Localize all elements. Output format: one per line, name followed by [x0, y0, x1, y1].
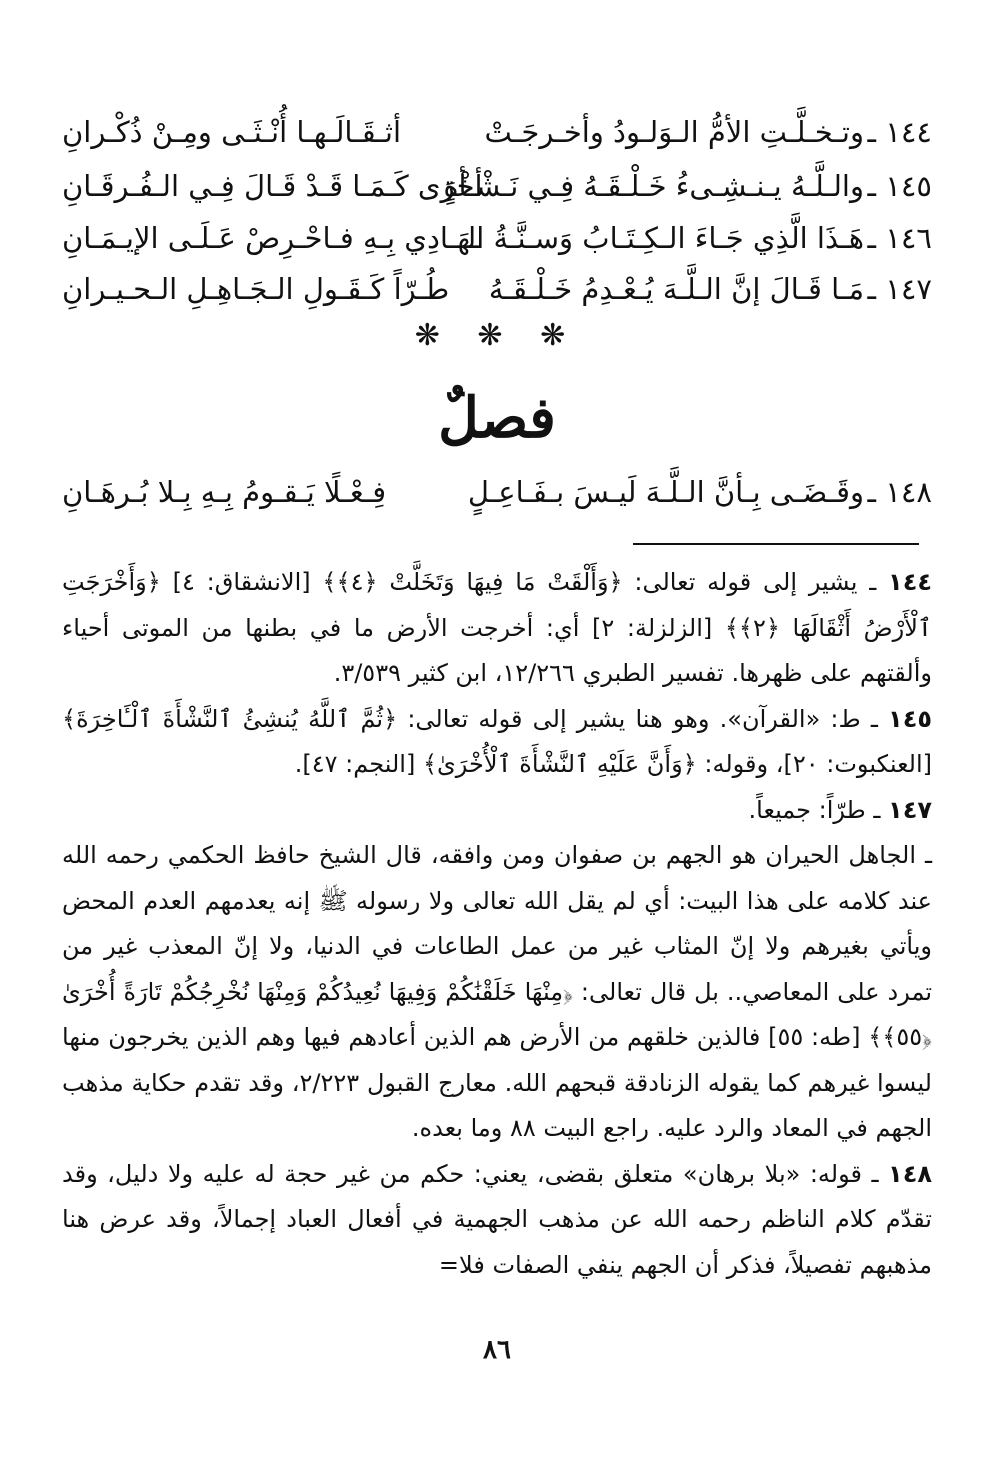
- verse-number: ١٤٤: [885, 115, 932, 149]
- verse-number-wrap: [868, 263, 932, 315]
- verse-number-wrap: [868, 160, 932, 212]
- verse-dash: ـ: [867, 475, 886, 509]
- footnote: ١٤٥ ـ ط: «القرآن». وهو هنا يشير إلى قوله تعالى: ﴿ثُمَّ ٱللَّهُ يُنشِئُ ٱلنَّشْأَةَ ٱلْـَٔاخِرَةَ﴾ [العنكبوت: ٢٠]، وقوله: ﴿وَأَنَّ عَلَيْهِ ٱلنَّشْأَةَ ٱلْأُخْرَىٰ﴾ [النجم: ٤٧].: [62, 704, 932, 778]
- footnote-continuation: [62, 833, 932, 1152]
- footnote-divider: [633, 543, 919, 545]
- footnote-text: يشير إلى قوله تعالى: ﴿وَأَلْقَتْ مَا فِيهَا وَتَخَلَّتْ ﴿٤﴾﴾ [الانشقاق: ٤] ﴿وَأَخْرَجَتِ ٱلْأَرْضُ أَثْقَالَهَا ﴿٢﴾﴾ [الزلزلة: ٢] أي: أخرجت الأرض ما في بطنها من الموتى أحياء وألقتهم على ظهرها. تفسير الطبري ١٢/٢٦٦، ابن كثير ٣/٥٣٩.: [62, 568, 932, 687]
- verse-number: ١٤٥: [885, 169, 932, 203]
- verse-number: ١٤٧: [885, 272, 932, 306]
- section-separator: ❋ ❋ ❋: [414, 318, 580, 353]
- verse-number-wrap: [868, 212, 932, 264]
- verse-first-hemistich: هَـذَا الَّذِي جَـاءَ الـكِـتَـابُ وَسـنَّـةُ الـ: [458, 221, 864, 255]
- verse-line: [62, 466, 932, 518]
- verse-first-hemistich: وقَـضَـى بِـأنَّ الـلَّـهَ لَيـسَ بـفَـاعِـلٍ: [467, 475, 864, 509]
- verse-first-hemistich: والـلَّـهُ يـنـشِـىءُ خَـلْـقَـهُ فِـي نَـشْـأةٍ: [443, 169, 864, 203]
- footnote-number: ١٤٤: [888, 568, 932, 596]
- footnote-text: قوله: «بلا برهان» متعلق بقضى، يعني: حكم من غير حجة له عليه ولا دليل، وقد تقدّم كلام الناظم رحمه الله عن مذهب الجهمية في أفعال العباد إجمالاً، وقد عرض هنا مذهبهم تفصيلاً، فذكر أن الجهم ينفي الصفات فلا=: [62, 1159, 932, 1279]
- verse-second-hemistich: أخْرَى كَـمَـا قَـدْ قَـالَ فِـي الـفُـرقَـانِ: [62, 169, 483, 203]
- verse-dash: ـ: [867, 272, 886, 306]
- page-number: ٨٦: [483, 1335, 511, 1365]
- verse-second-hemistich: أثـقَـالَـهـا أُنْـثَـى ومِـنْ ذُكْـرانِ: [62, 115, 402, 149]
- footnote-number: ١٤٨: [888, 1159, 932, 1188]
- verse-second-hemistich: ـهَـادِي بِـهِ فـاحْـرِصْ عَـلَـى الإيـمَـانِ: [62, 221, 480, 255]
- verse-number: ١٤٨: [885, 475, 932, 509]
- verse-number-wrap: [868, 106, 932, 158]
- verse-dash: ـ: [867, 221, 886, 255]
- verse-line: [62, 106, 932, 158]
- verse-dash: ـ: [867, 169, 886, 203]
- verse-dash: ـ: [867, 115, 886, 149]
- footnote: ١٤٧ ـ طرّاً: جميعاً.: [748, 795, 932, 824]
- footnote-text: ـ الجاهل الحيران هو الجهم بن صفوان ومن وافقه، قال الشيخ حافظ الحكمي رحمه الله عند كلامه على هذا البيت: أي لم يقل الله تعالى ولا رسوله ﷺ إنه يعدمهم العدم المحض ويأتي بغيرهم ولا إنّ المثاب غير من عمل الطاعات في الدنيا، ولا إنّ المعذب غير من تمرد على المعاصي.. بل قال تعالى: ﴿مِنْهَا خَلَقْنَٰكُمْ وَفِيهَا نُعِيدُكُمْ وَمِنْهَا نُخْرِجُكُمْ تَارَةً أُخْرَىٰ ﴿٥٥﴾﴾ [طه: ٥٥] فالذين خلقهم من الأرض هم الذين أعادهم فيها وهم الذين يخرجون منها ليسوا غيرهم كما يقوله الزنادقة قبحهم الله. معارج القبول ٢/٢٢٣، وقد تقدم حكاية مذهب الجهم في المعاد والرد عليه. راجع البيت ٨٨ وما بعده.: [62, 841, 932, 1142]
- footnote-number: ١٤٧: [888, 795, 932, 824]
- verse-second-hemistich: طُـرّاً كَـقَـولِ الـجَـاهِـلِ الـحـيـرانِ: [62, 272, 450, 306]
- footnotes: [62, 560, 932, 1288]
- verse-second-hemistich: فِـعْـلًا يَـقـومُ بِـهِ بِـلا بُـرهَـانِ: [62, 475, 387, 509]
- verse-line: [62, 160, 932, 212]
- footnote: ١٤٨ ـ قوله: «بلا برهان» متعلق بقضى، يعني: حكم من غير حجة له عليه ولا دليل، وقد تقدّم كلام الناظم رحمه الله عن مذهب الجهمية في أفعال العباد إجمالاً، وقد عرض هنا مذهبهم تفصيلاً، فذكر أن الجهم ينفي الصفات فلا=: [62, 1159, 932, 1279]
- section-title: فصلٌ: [438, 385, 556, 451]
- verse-number-wrap: [868, 466, 932, 518]
- verse-first-hemistich: وتـخـلَّـتِ الأمُّ الـوَلـودُ وأخـرجَـتْ: [484, 115, 864, 149]
- footnote-number: ١٤٥: [888, 704, 932, 733]
- footnote-text: ط: «القرآن». وهو هنا يشير إلى قوله تعالى: ﴿ثُمَّ ٱللَّهُ يُنشِئُ ٱلنَّشْأَةَ ٱلْـَٔاخِرَةَ﴾ [العنكبوت: ٢٠]، وقوله: ﴿وَأَنَّ عَلَيْهِ ٱلنَّشْأَةَ ٱلْأُخْرَىٰ﴾ [النجم: ٤٧].: [62, 704, 932, 778]
- footnote-text: طرّاً: جميعاً.: [748, 795, 866, 824]
- footnote: ١٤٤ ـ يشير إلى قوله تعالى: ﴿وَأَلْقَتْ مَا فِيهَا وَتَخَلَّتْ ﴿٤﴾﴾ [الانشقاق: ٤] ﴿وَأَخْرَجَتِ ٱلْأَرْضُ أَثْقَالَهَا ﴿٢﴾﴾ [الزلزلة: ٢] أي: أخرجت الأرض ما في بطنها من الموتى أحياء وألقتهم على ظهرها. تفسير الطبري ١٢/٢٦٦، ابن كثير ٣/٥٣٩.: [62, 568, 932, 687]
- verse-line: [62, 263, 932, 315]
- verse-number: ١٤٦: [885, 221, 932, 255]
- verse-first-hemistich: مَـا قَـالَ إنَّ الـلَّـهَ يُـعْـدِمُ خَـلْـقَـهُ: [488, 272, 864, 306]
- verse-line: [62, 212, 932, 264]
